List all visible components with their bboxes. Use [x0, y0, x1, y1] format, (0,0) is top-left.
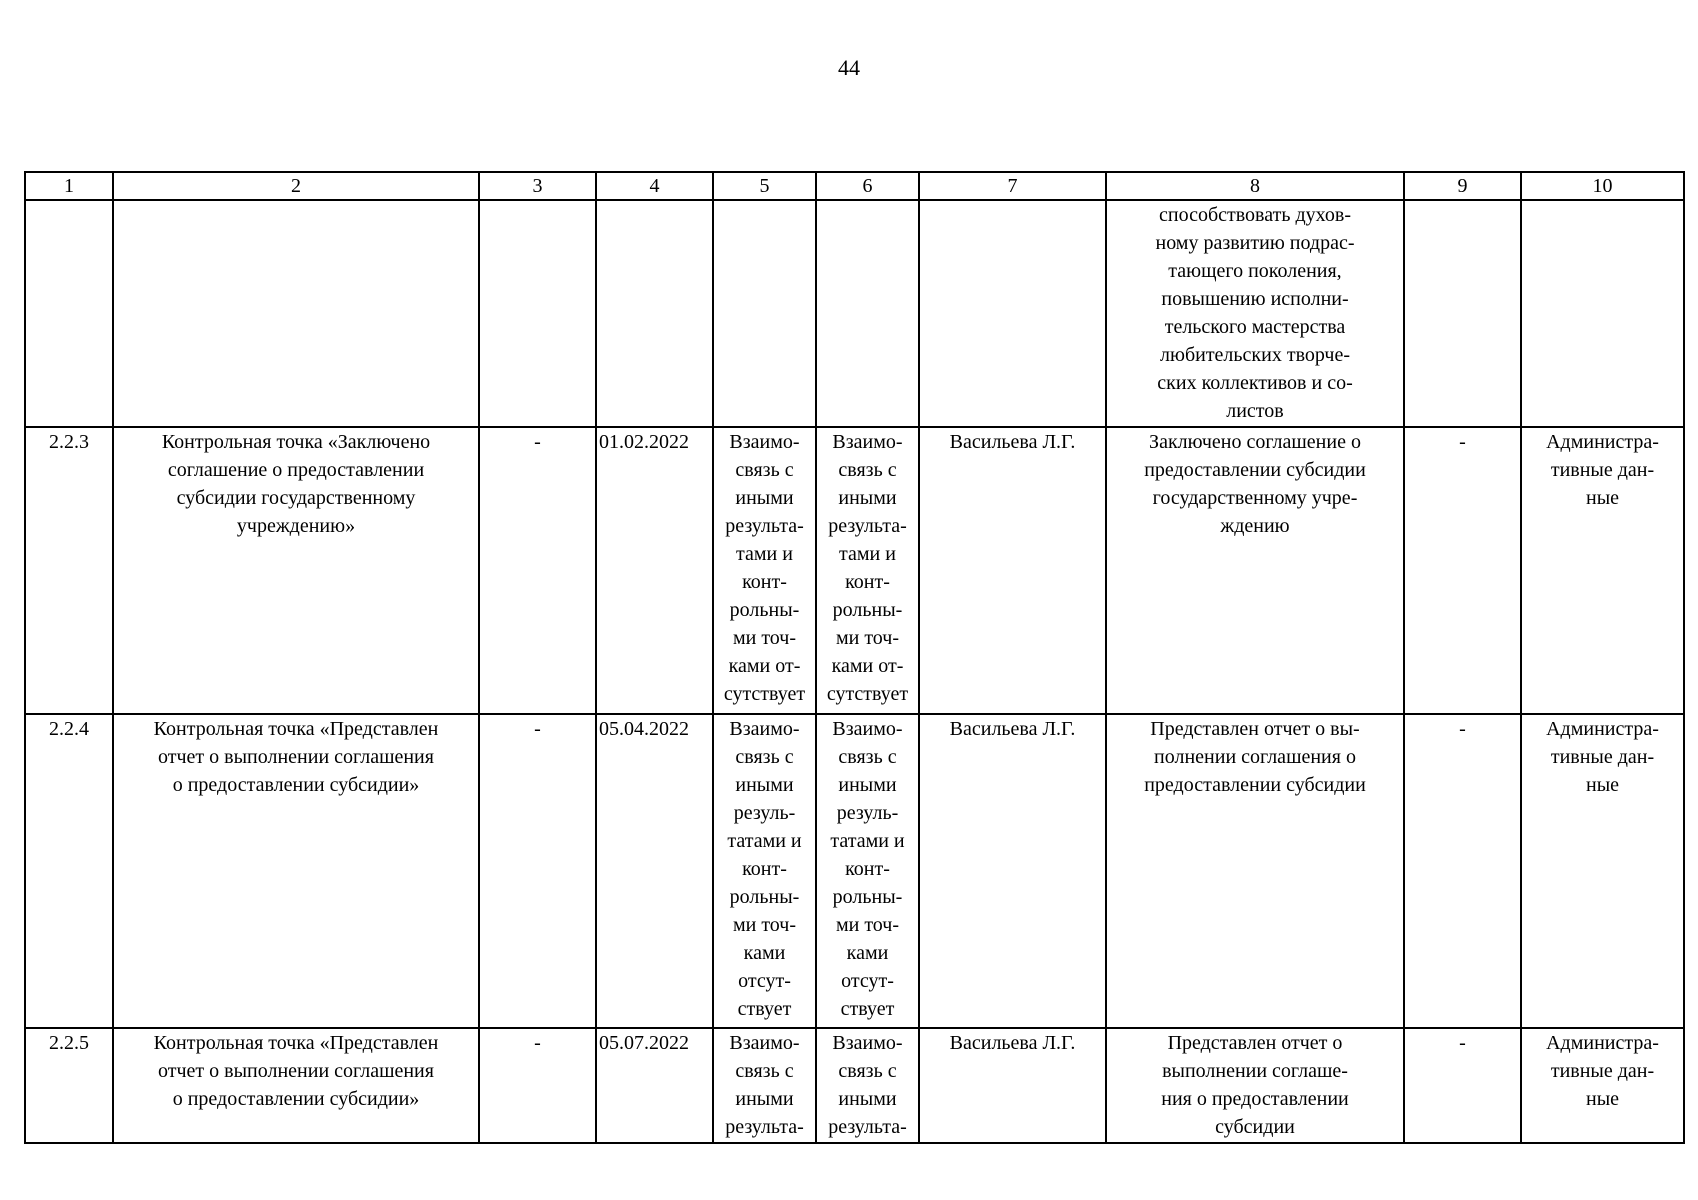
control-points-table [24, 171, 1685, 1144]
date-cell: 01.02.2022 [596, 427, 713, 714]
control-point-name: Контрольная точка «Представлен отчет о выполнении соглашения о предоставлении субсидии» [113, 1028, 479, 1143]
dash-cell: - [479, 714, 596, 1028]
result-description: Представлен отчет о выполнении соглаше- ния о предоставлении субсидии [1106, 1028, 1404, 1143]
date-cell: 05.07.2022 [596, 1028, 713, 1143]
relation-cell: Взаимо- связь с иными резуль- татами и конт- рольны- ми точ- ками отсут- ствует [816, 714, 919, 1028]
relation-cell: Взаимо- связь с иными резуль- татами и конт- рольны- ми точ- ками отсут- ствует [713, 714, 816, 1028]
dash-cell: - [1404, 427, 1521, 714]
row-number: 2.2.4 [25, 714, 113, 1028]
relation-cell: Взаимо- связь с иными результа- [713, 1028, 816, 1143]
dash-cell: - [1404, 1028, 1521, 1143]
row-number: 2.2.5 [25, 1028, 113, 1143]
result-description: Представлен отчет о вы- полнении соглашения о предоставлении субсидии [1106, 714, 1404, 1028]
source-cell: Администра- тивные дан- ные [1521, 427, 1684, 714]
table-row [25, 714, 1684, 1028]
responsible-cell: Васильева Л.Г. [919, 1028, 1106, 1143]
source-cell: Администра- тивные дан- ные [1521, 1028, 1684, 1143]
column-number: 8 [1106, 172, 1404, 200]
responsible-cell: Васильева Л.Г. [919, 427, 1106, 714]
column-number: 3 [479, 172, 596, 200]
page-number: 44 [838, 55, 860, 80]
table-row-continued [25, 200, 1684, 427]
relation-cell: Взаимо- связь с иными результа- [816, 1028, 919, 1143]
result-description: способствовать духов- ному развитию подрас- тающего поколения, повышению исполни- тельского мастерства любительских творче- ских коллективов и со- листов [1106, 200, 1404, 427]
column-number: 10 [1521, 172, 1684, 200]
column-number: 2 [113, 172, 479, 200]
column-number: 9 [1404, 172, 1521, 200]
dash-cell: - [479, 1028, 596, 1143]
table-row [25, 1028, 1684, 1143]
control-point-name: Контрольная точка «Представлен отчет о выполнении соглашения о предоставлении субсидии» [113, 714, 479, 1028]
table-row [25, 427, 1684, 714]
control-point-name: Контрольная точка «Заключено соглашение о предоставлении субсидии государственному учреждению» [113, 427, 479, 714]
date-cell: 05.04.2022 [596, 714, 713, 1028]
result-description: Заключено соглашение о предоставлении субсидии государственному учре- ждению [1106, 427, 1404, 714]
relation-cell: Взаимо- связь с иными результа- тами и конт- рольны- ми точ- ками от- сутствует [713, 427, 816, 714]
responsible-cell: Васильева Л.Г. [919, 714, 1106, 1028]
dash-cell: - [1404, 714, 1521, 1028]
relation-cell: Взаимо- связь с иными результа- тами и конт- рольны- ми точ- ками от- сутствует [816, 427, 919, 714]
column-number: 4 [596, 172, 713, 200]
dash-cell: - [479, 427, 596, 714]
row-number: 2.2.3 [25, 427, 113, 714]
column-number-header-row [25, 172, 1684, 200]
column-number: 1 [25, 172, 113, 200]
column-number: 6 [816, 172, 919, 200]
source-cell: Администра- тивные дан- ные [1521, 714, 1684, 1028]
column-number: 7 [919, 172, 1106, 200]
column-number: 5 [713, 172, 816, 200]
